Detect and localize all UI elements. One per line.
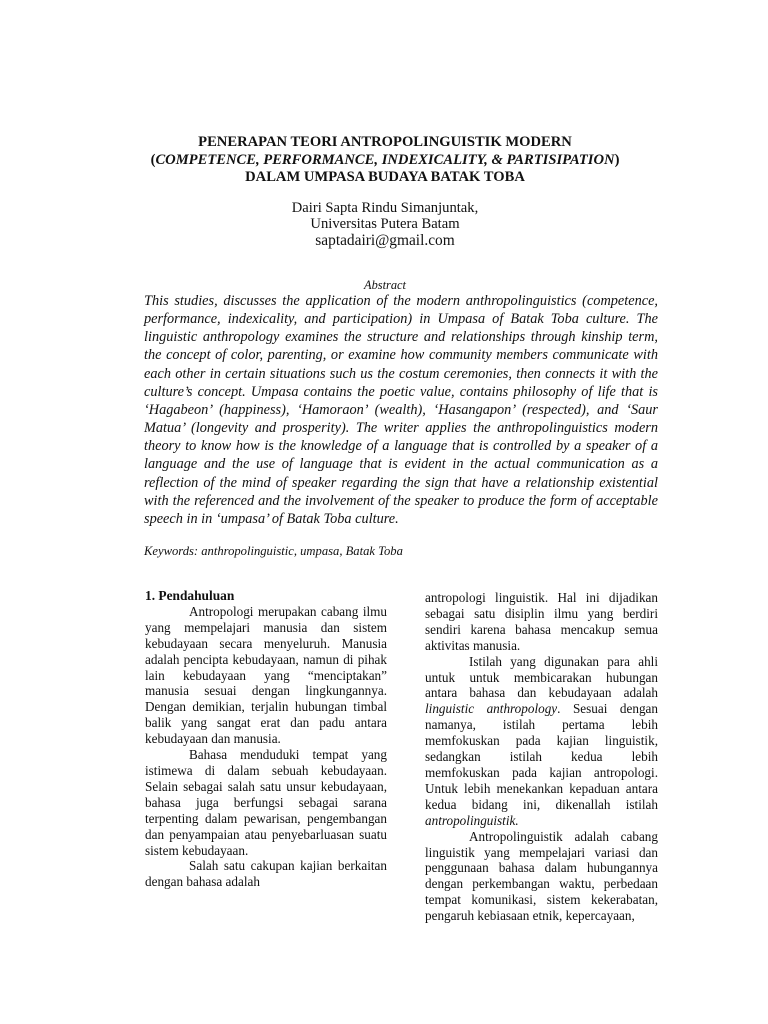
paragraph: Bahasa menduduki tempat yang istimewa di dalam sebuah kebudayaan. Selain sebagai salah satu unsur kebudayaan, bahasa juga berfungsi sebagai sarana terpenting dalam pewarisan, pengembangan dan penyampaian atau penyebarluasan suatu sistem kebudayaan.	[145, 747, 387, 858]
right-column	[425, 590, 658, 924]
title-tail: ) DALAM UMPASA BUDAYA BATAK TOBA	[245, 151, 620, 185]
paragraph	[425, 654, 658, 829]
paragraph-text: Istilah yang digunakan para ahli untuk untuk membicarakan hubungan antara bahasa dan kebudayaan adalah	[425, 653, 658, 701]
section-heading: 1. Pendahuluan	[145, 588, 235, 603]
paragraph: Antropologi merupakan cabang ilmu yang mempelajari manusia dan sistem kebudayaan secara menyeluruh. Manusia adalah pencipta kebudayaan, namun di pihak lain kebudayaan yang “menciptakan” manusia sesuai dengan lingkungannya. Dengan demikian, terjalin hubungan timbal balik yang sangat erat dan padu antara kebudayaan dan manusia.	[145, 603, 387, 747]
author-name: Dairi Sapta Rindu Simanjuntak,	[291, 200, 479, 216]
paper-title	[150, 134, 620, 187]
term-italic: linguistic anthropology	[425, 701, 558, 717]
left-column	[145, 588, 387, 890]
abstract-text: This studies, discusses the application of the modern anthropolinguistics (competence, performance, indexicality, and participation) in Umpasa of Batak Toba culture. The linguistic anthropology examines the structure and relationships through kinship term, the concept of color, parenting, or examine how community members communicate with each other in certain situations such us the costum ceremonies, then connects it with the culture’s concept. Umpasa contains the poetic value, contains philosophy of life that is ‘Hagabeon’ (happiness), ‘Hamoraon’ (wealth), ‘Hasangapon’ (respected), and ‘Saur Matua’ (longevity and prosperity). The writer applies the anthropolinguistics modern theory to know how is the knowledge of a language that is controlled by a speaker of a language and the use of language that is evident in the actual communication as a reflection of the mind of speaker regarding the sign that have a relationship existential with the referenced and the involvement of the speaker to produce the form of acceptable speech in in ‘umpasa’ of Batak Toba culture.	[144, 293, 658, 527]
term-italic: antropolinguistik.	[425, 812, 519, 828]
keywords: Keywords: anthropolinguistic, umpasa, Batak Toba	[144, 544, 403, 558]
paragraph-text: . Sesuai dengan namanya, istilah pertama lebih memfokuskan pada kajian linguistik, sedangkan istilah kedua lebih memfokuskan pada kajian antropologi. Untuk lebih menekankan kepaduan antara kedua bidang ini, dikenallah istilah	[425, 701, 658, 812]
paragraph: Antropolinguistik adalah cabang linguistik yang mempelajari variasi dan penggunaan bahasa dalam hubungannya dengan perkembangan waktu, perbedaan tempat komunikasi, sistem kekerabatan, pengaruh kebiasaan etnik, kepercayaan,	[425, 828, 658, 924]
author-block	[200, 200, 570, 249]
author-affiliation: Universitas Putera Batam	[310, 216, 460, 232]
paragraph: Salah satu cakupan kajian berkaitan dengan bahasa adalah	[145, 858, 387, 890]
title-lead: PENERAPAN TEORI ANTROPOLINGUISTIK MODERN (	[150, 134, 572, 168]
title-italic: COMPETENCE, PERFORMANCE, INDEXICALITY, & PARTISIPATION	[155, 151, 615, 168]
abstract-heading: Abstract	[364, 278, 406, 292]
author-email: saptadairi@gmail.com	[315, 232, 455, 249]
paragraph: antropologi linguistik. Hal ini dijadikan sebagai satu disiplin ilmu yang berdiri sendiri karena bahasa mencakup semua aktivitas manusia.	[425, 590, 658, 653]
